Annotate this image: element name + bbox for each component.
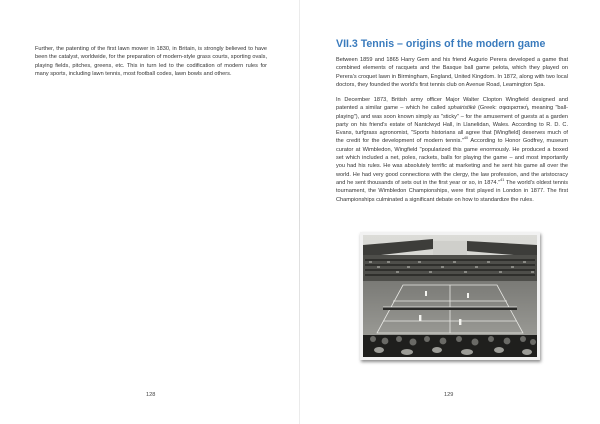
paragraph-2-part-b: (Greek: σφαιριστική, meaning "ball-playing"), and was soon known simply as "sticky" – for the amusement of guests at a garden party on his friend's estate of Nantclwyd Hall, in Llanelidan, Wales. According to R. D. C. Evans, turfgrass agronomist, "Sports historians all agree that [Wingfield] deserves much of the credit for the development of modern tennis.": [336, 105, 568, 145]
right-paragraph-2: [336, 96, 568, 204]
footnote-ref-40: 40: [463, 136, 469, 141]
section-heading: VII.3 Tennis – origins of the modern game: [336, 38, 546, 50]
paragraph-2-part-c: According to Honor Godfrey, museum curator at Wimbledon, Wingfield "popularized this game enormously. He produced a boxed set which included a net, poles, rackets, balls for playing the game – and most importantly you had his rules. He was absolutely terrific at marketing and he sent his game all over the world. He had very good connections with the clergy, the law profession, and the aristocracy and he sent thousands of sets out in the first year or so, in 1874.": [336, 138, 568, 186]
page-number-left: 128: [146, 392, 156, 398]
right-paragraph-1: Between 1859 and 1865 Harry Gem and his friend Augurio Perera developed a game that combined elements of racquets and the Basque ball game pelota, which they played on Perera's croquet lawn in Birmingham, England, United Kingdom. In 1872, along with two local doctors, they founded the world's first tennis club on Avenue Road, Leamington Spa.: [336, 57, 568, 88]
photo-frame: [360, 232, 540, 360]
tennis-match-photo: [363, 235, 537, 357]
paragraph-2-part-a: In December 1873, British army officer Major Walter Clopton Wingfield designed and patented a similar game – which he called: [336, 97, 568, 112]
left-paragraph: Further, the patenting of the first lawn mower in 1830, in Britain, is strongly believed to have been the catalyst, worldwide, for the preparation of modern-style grass courts, sporting ovals, playing fields, pitches, greens, etc. This in turn led to the codification of modern rules for many sports, including lawn tennis, most football codes, lawn bowls and others.: [35, 46, 267, 77]
right-page: [300, 0, 600, 424]
page-number-right: 129: [444, 392, 454, 398]
paragraph-2-part-d: The world's oldest tennis tournament, the Wimbledon Championships, were first played in London in 1877. The first Championships culminated a significant debate on how to standardize the rules.: [336, 179, 568, 203]
footnote-ref-41: 41: [500, 178, 505, 183]
italic-term: sphairistikè: [447, 105, 476, 112]
